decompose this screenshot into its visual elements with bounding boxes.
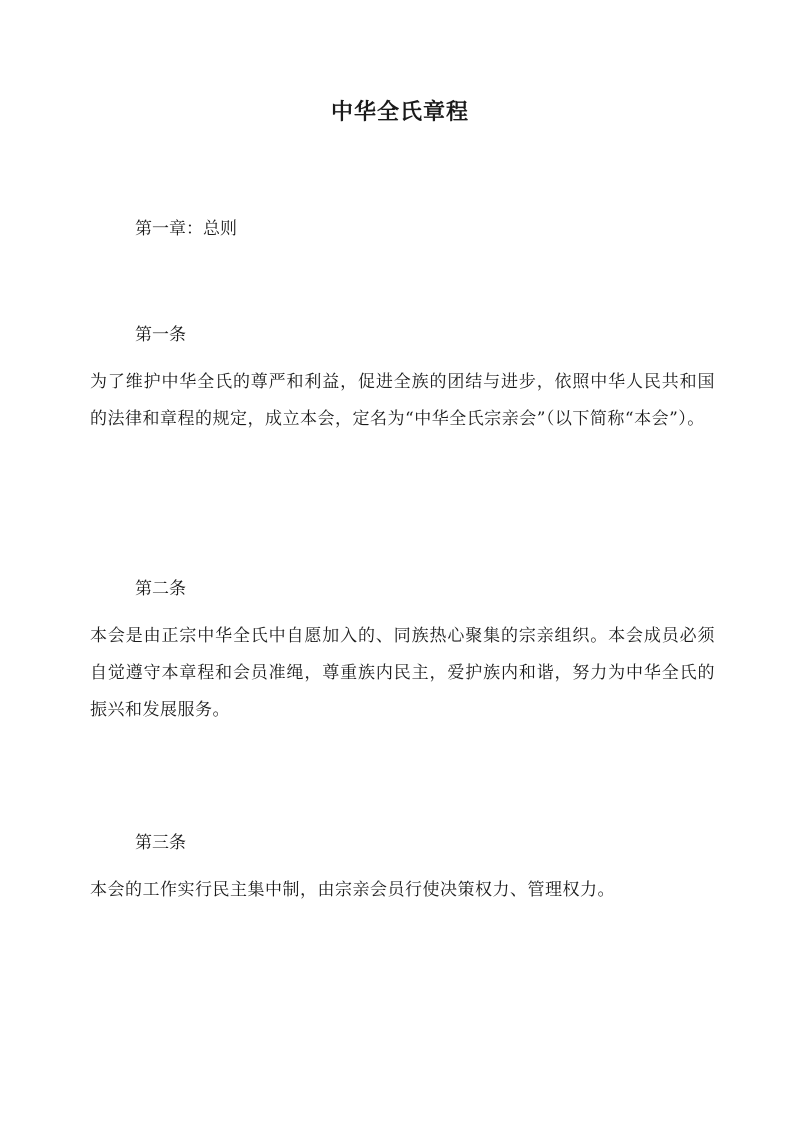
article-2-heading: 第二条: [135, 579, 186, 599]
article-3-body: 本会的工作实行民主集中制，由宗亲会员行使决策权力、管理权力。: [90, 880, 615, 900]
document-title: 中华全氏章程: [330, 99, 469, 125]
chapter-heading: 第一章：总则: [135, 219, 237, 239]
article-2-body: 本会是由正宗中华全氏中自愿加入的、同族热心聚集的宗亲组织。本会成员必须自觉遵守本章程和会员准绳，尊重族内民主，爱护族内和谐，努力为中华全氏的振兴和发展服务。: [90, 626, 715, 720]
article-3-heading: 第三条: [135, 833, 186, 853]
article-1-heading: 第一条: [135, 325, 186, 345]
article-1-body: 为了维护中华全氏的尊严和利益，促进全族的团结与进步，依照中华人民共和国的法律和章程的规定，成立本会，定名为“中华全氏宗亲会”（以下简称“本会”）。: [90, 372, 715, 429]
